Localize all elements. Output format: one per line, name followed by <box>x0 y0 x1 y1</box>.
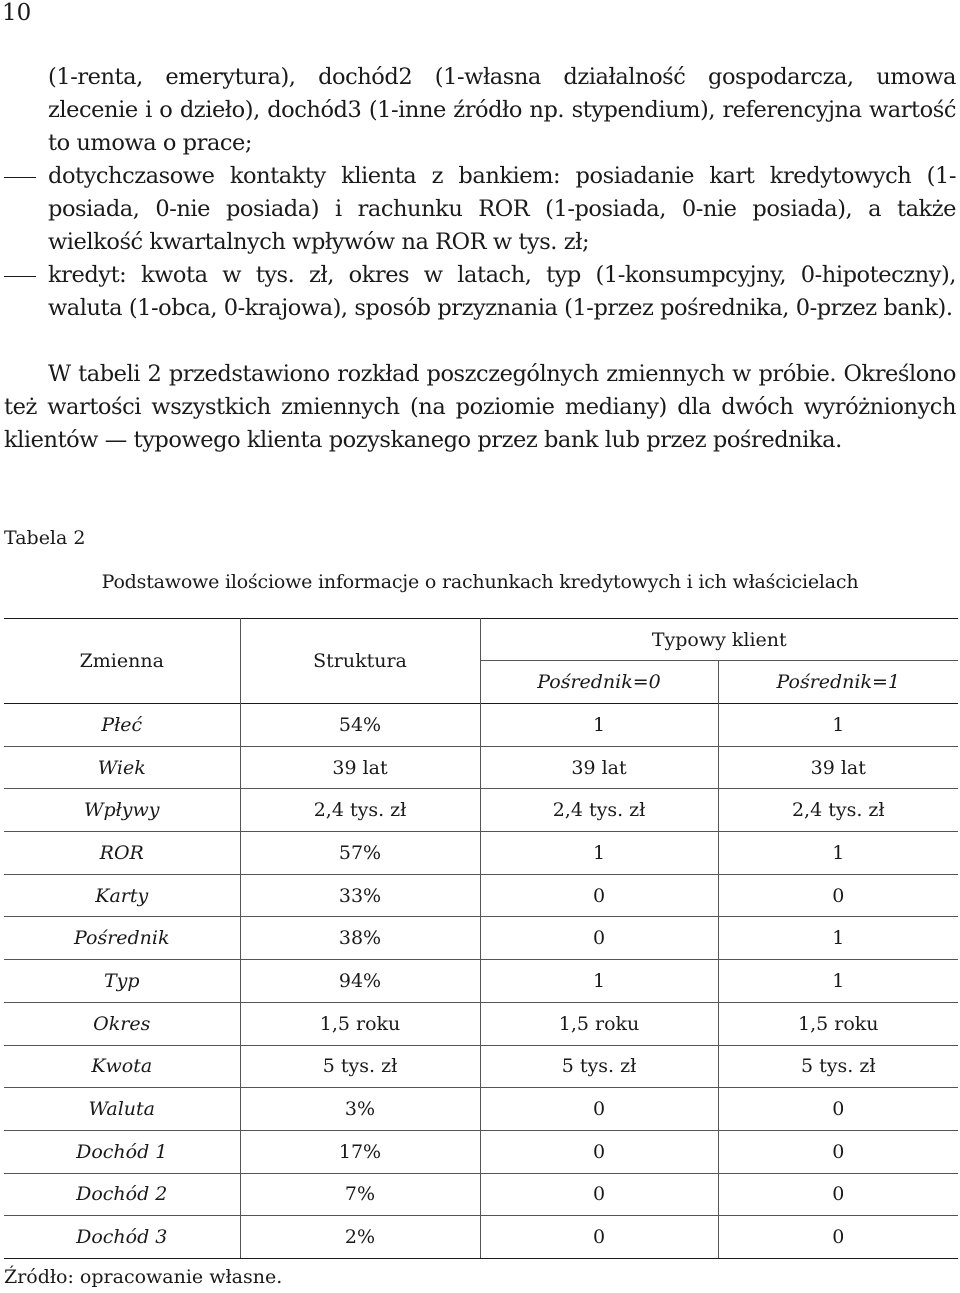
table-row <box>4 960 958 1003</box>
table-row <box>4 704 958 747</box>
table-row <box>4 832 958 875</box>
row-variable-name: Okres <box>4 1002 240 1045</box>
row-posrednik-1-value: 0 <box>718 874 958 917</box>
table-row <box>4 1088 958 1131</box>
row-posrednik-1-value: 2,4 tys. zł <box>718 789 958 832</box>
source-note: Źródło: opracowanie własne. <box>4 1266 283 1288</box>
table-row <box>4 1216 958 1259</box>
row-posrednik-1-value: 39 lat <box>718 746 958 789</box>
table-row <box>4 1130 958 1173</box>
data-table <box>4 618 958 1259</box>
header-typowy-klient: Typowy klient <box>480 619 958 661</box>
row-posrednik-0-value: 0 <box>480 1173 718 1216</box>
row-variable-name: Wiek <box>4 746 240 789</box>
row-posrednik-1-value: 0 <box>718 1088 958 1131</box>
row-variable-name: Pośrednik <box>4 917 240 960</box>
row-posrednik-0-value: 39 lat <box>480 746 718 789</box>
row-variable-name: Dochód 1 <box>4 1130 240 1173</box>
row-posrednik-0-value: 2,4 tys. zł <box>480 789 718 832</box>
row-variable-name: Dochód 2 <box>4 1173 240 1216</box>
row-posrednik-0-value: 5 tys. zł <box>480 1045 718 1088</box>
list-dash <box>4 276 36 277</box>
table-row <box>4 1173 958 1216</box>
page-number: 10 <box>2 0 32 26</box>
table-title: Podstawowe ilościowe informacje o rachunkach kredytowych i ich właścicielach <box>101 571 859 593</box>
table-row <box>4 789 958 832</box>
row-variable-name: Typ <box>4 960 240 1003</box>
row-variable-name: ROR <box>4 832 240 875</box>
row-posrednik-1-value: 1 <box>718 917 958 960</box>
header-posrednik-0: Pośrednik=0 <box>480 661 718 704</box>
row-posrednik-0-value: 1 <box>480 960 718 1003</box>
row-variable-name: Dochód 3 <box>4 1216 240 1259</box>
paragraph-table-intro: W tabeli 2 przedstawiono rozkład poszczególnych zmiennych w próbie. Określono też wartości wszystkich zmiennych (na poziomie mediany) dla dwóch wyróżnionych klientów — typowego klienta pozyskanego przez bank lub przez pośrednika. <box>4 361 956 453</box>
row-structure-value: 39 lat <box>240 746 480 789</box>
row-posrednik-1-value: 0 <box>718 1173 958 1216</box>
row-structure-value: 3% <box>240 1088 480 1131</box>
row-structure-value: 2,4 tys. zł <box>240 789 480 832</box>
table-row <box>4 917 958 960</box>
row-structure-value: 54% <box>240 704 480 747</box>
table-row <box>4 1045 958 1088</box>
row-posrednik-1-value: 0 <box>718 1130 958 1173</box>
table-row <box>4 746 958 789</box>
table-row <box>4 1002 958 1045</box>
row-posrednik-1-value: 1,5 roku <box>718 1002 958 1045</box>
row-posrednik-0-value: 1 <box>480 704 718 747</box>
row-structure-value: 17% <box>240 1130 480 1173</box>
row-posrednik-1-value: 0 <box>718 1216 958 1259</box>
row-variable-name: Wpływy <box>4 789 240 832</box>
row-structure-value: 38% <box>240 917 480 960</box>
row-structure-value: 33% <box>240 874 480 917</box>
row-posrednik-1-value: 5 tys. zł <box>718 1045 958 1088</box>
row-posrednik-1-value: 1 <box>718 704 958 747</box>
row-posrednik-0-value: 0 <box>480 1130 718 1173</box>
row-variable-name: Waluta <box>4 1088 240 1131</box>
row-variable-name: Płeć <box>4 704 240 747</box>
row-variable-name: Karty <box>4 874 240 917</box>
row-posrednik-1-value: 1 <box>718 832 958 875</box>
row-structure-value: 7% <box>240 1173 480 1216</box>
list-dash <box>4 177 36 178</box>
table-row <box>4 874 958 917</box>
header-struktura: Struktura <box>240 619 480 704</box>
paragraph-credit: kredyt: kwota w tys. zł, okres w latach, typ (1-konsumpcyjny, 0-hipoteczny), waluta (1-obca, 0-krajowa), sposób przyznania (1-przez pośrednika, 0-przez bank). <box>48 262 956 321</box>
row-variable-name: Kwota <box>4 1045 240 1088</box>
row-structure-value: 5 tys. zł <box>240 1045 480 1088</box>
row-posrednik-0-value: 0 <box>480 1088 718 1131</box>
table-label: Tabela 2 <box>4 527 86 549</box>
row-posrednik-0-value: 1,5 roku <box>480 1002 718 1045</box>
row-posrednik-1-value: 1 <box>718 960 958 1003</box>
row-structure-value: 94% <box>240 960 480 1003</box>
row-structure-value: 2% <box>240 1216 480 1259</box>
row-structure-value: 1,5 roku <box>240 1002 480 1045</box>
header-zmienna: Zmienna <box>4 619 240 704</box>
header-posrednik-1: Pośrednik=1 <box>776 671 901 693</box>
row-posrednik-0-value: 0 <box>480 874 718 917</box>
row-posrednik-0-value: 0 <box>480 917 718 960</box>
paragraph-bank-contacts: dotychczasowe kontakty klienta z bankiem: posiadanie kart kredytowych (1-posiada, 0-nie posiada) i rachunku ROR (1-posiada, 0-nie posiada), a także wielkość kwartalnych wpływów na ROR w tys. zł; <box>48 163 956 255</box>
paragraph-income-definitions: (1-renta, emerytura), dochód2 (1-własna działalność gospodarcza, umowa zlecenie i o dzieło), dochód3 (1-inne źródło np. stypendium), referencyjna wartość to umowa o prace; <box>48 64 956 156</box>
row-posrednik-0-value: 1 <box>480 832 718 875</box>
row-posrednik-0-value: 0 <box>480 1216 718 1259</box>
row-structure-value: 57% <box>240 832 480 875</box>
